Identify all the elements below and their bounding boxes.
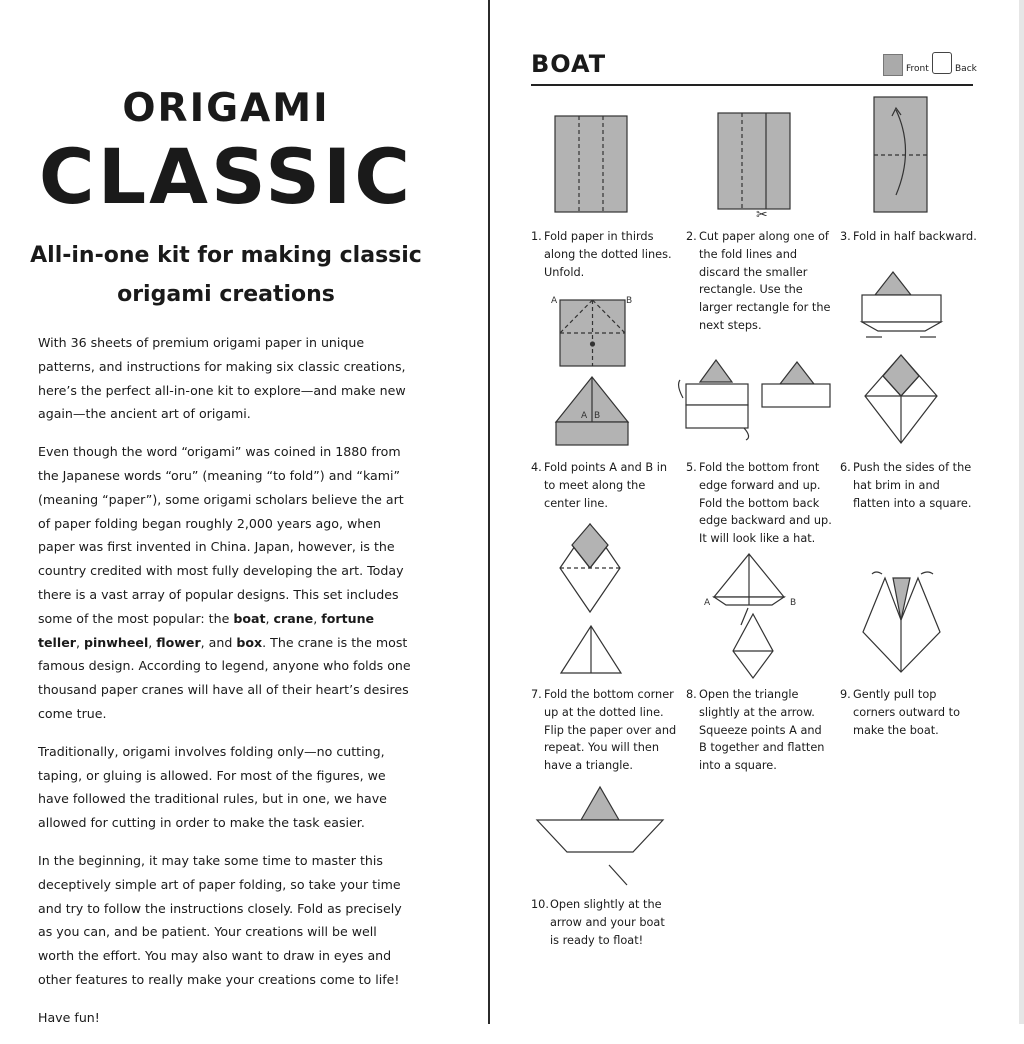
subtitle xyxy=(20,236,432,314)
intro-paragraph-4: In the beginning, it may take some time to master this deceptively simple art of paper folding, so take your time and try to follow the instructions closely. Fold as precisely as you can, and be patient. Your creations will be well worth the effort. You may also want to draw in eyes and other features to really make your creations come to life! xyxy=(38,852,402,987)
scissors-icon: ✂ xyxy=(756,207,768,223)
subtitle-line-2: origami creations xyxy=(117,282,335,307)
point-a-label: A xyxy=(581,411,588,421)
separator: , xyxy=(148,634,157,650)
legend-back-label: Back xyxy=(955,64,977,74)
highlight-boat: boat xyxy=(233,610,266,626)
point-b-label: B xyxy=(790,598,797,608)
point-b-label: B xyxy=(626,296,633,306)
step-5-diagram xyxy=(679,360,830,440)
point-a-label: A xyxy=(551,296,558,306)
step-number: 4. xyxy=(531,461,542,474)
step-2-diagram xyxy=(718,113,790,223)
step-number: 5. xyxy=(686,461,697,474)
step-8-diagram xyxy=(704,554,796,678)
step-9-diagram xyxy=(863,572,940,672)
instructions-title: BOAT xyxy=(531,50,607,78)
subtitle-line-1: All-in-one kit for making classic xyxy=(30,243,422,268)
left-page xyxy=(0,0,489,1024)
step-number: 1. xyxy=(531,230,542,243)
step-number: 8. xyxy=(686,688,697,701)
step-text: Fold paper in thirds along the dotted lines. Unfold. xyxy=(544,230,672,279)
highlight-fortune-teller: fortune teller xyxy=(38,610,375,650)
point-b-label: B xyxy=(594,411,601,421)
step-text: Open slightly at the arrow and your boat is ready to float! xyxy=(550,898,665,947)
book-spine xyxy=(488,0,490,1024)
step-text: Push the sides of the hat brim in and flatten into a square. xyxy=(853,461,972,510)
step-text: Fold the bottom front edge forward and up. Fold the bottom back edge backward and up. It will look like a hat. xyxy=(699,461,832,546)
separator: , xyxy=(265,610,274,626)
point-a-label: A xyxy=(704,598,711,608)
paragraph-2-end: . The crane is the most famous design. According to legend, anyone who folds one thousand paper cranes will have all of their heart’s desires come true. xyxy=(38,634,411,721)
step-number: 6. xyxy=(840,461,851,474)
step-text: Fold points A and B in to meet along the center line. xyxy=(544,461,667,510)
step-number: 10. xyxy=(531,898,549,911)
step-6-diagram xyxy=(862,272,941,443)
step-1-diagram xyxy=(555,116,627,212)
separator: , and xyxy=(200,634,237,650)
title-classic: CLASSIC xyxy=(38,132,414,221)
legend-front-label: Front xyxy=(906,64,929,74)
intro-paragraph-5: Have fun! xyxy=(38,1009,100,1025)
separator: , xyxy=(75,634,84,650)
step-text: Fold the bottom corner up at the dotted line. Flip the paper over and repeat. You will then have a triangle. xyxy=(544,688,677,773)
step-7-diagram xyxy=(560,524,621,673)
step-text: Gently pull top corners outward to make the boat. xyxy=(853,688,961,737)
separator: , xyxy=(313,610,322,626)
intro-text xyxy=(38,331,414,1044)
step-text: Cut paper along one of the fold lines and discard the smaller rectangle. Use the larger rectangle for the next steps. xyxy=(699,230,831,332)
highlight-flower: flower xyxy=(156,634,201,650)
step-text: Fold in half backward. xyxy=(853,230,977,243)
paragraph-2-start: Even though the word “origami” was coined in 1880 from the Japanese words “oru” (meaning “to fold”) and “kami” (meaning “paper”), some origami scholars believe the art of paper folding began roughly 2,000 years ago, when paper was first invented in China. Japan, however, is the country credited with most fully developing the art. Today there is a vast array of popular designs. This set includes some of the most popular: the xyxy=(38,444,404,626)
step-10-diagram xyxy=(537,787,663,885)
title-origami: ORIGAMI xyxy=(122,86,330,131)
step-number: 9. xyxy=(840,688,851,701)
highlight-box: box xyxy=(236,634,263,650)
step-4-diagram xyxy=(551,296,632,445)
step-3-diagram xyxy=(874,97,927,212)
step-text: Open the triangle slightly at the arrow. Squeeze points A and B together and flatten into a square. xyxy=(699,688,825,773)
step-number: 7. xyxy=(531,688,542,701)
step-number: 2. xyxy=(686,230,697,243)
highlight-crane: crane xyxy=(273,610,314,626)
intro-paragraph-2 xyxy=(38,440,414,726)
intro-paragraph-1: With 36 sheets of premium origami paper in unique patterns, and instructions for making six classic creations, here’s the perfect all-in-one kit to explore—and make new again—the ancient art of origami. xyxy=(38,335,406,422)
highlight-pinwheel: pinwheel xyxy=(83,634,149,650)
intro-paragraph-3: Traditionally, origami involves folding only—no cutting, taping, or gluing is allowed. For most of the figures, we have followed the traditional rules, but in one, we have allowed for cutting in order to make the task easier. xyxy=(38,743,387,831)
step-number: 3. xyxy=(840,230,851,243)
